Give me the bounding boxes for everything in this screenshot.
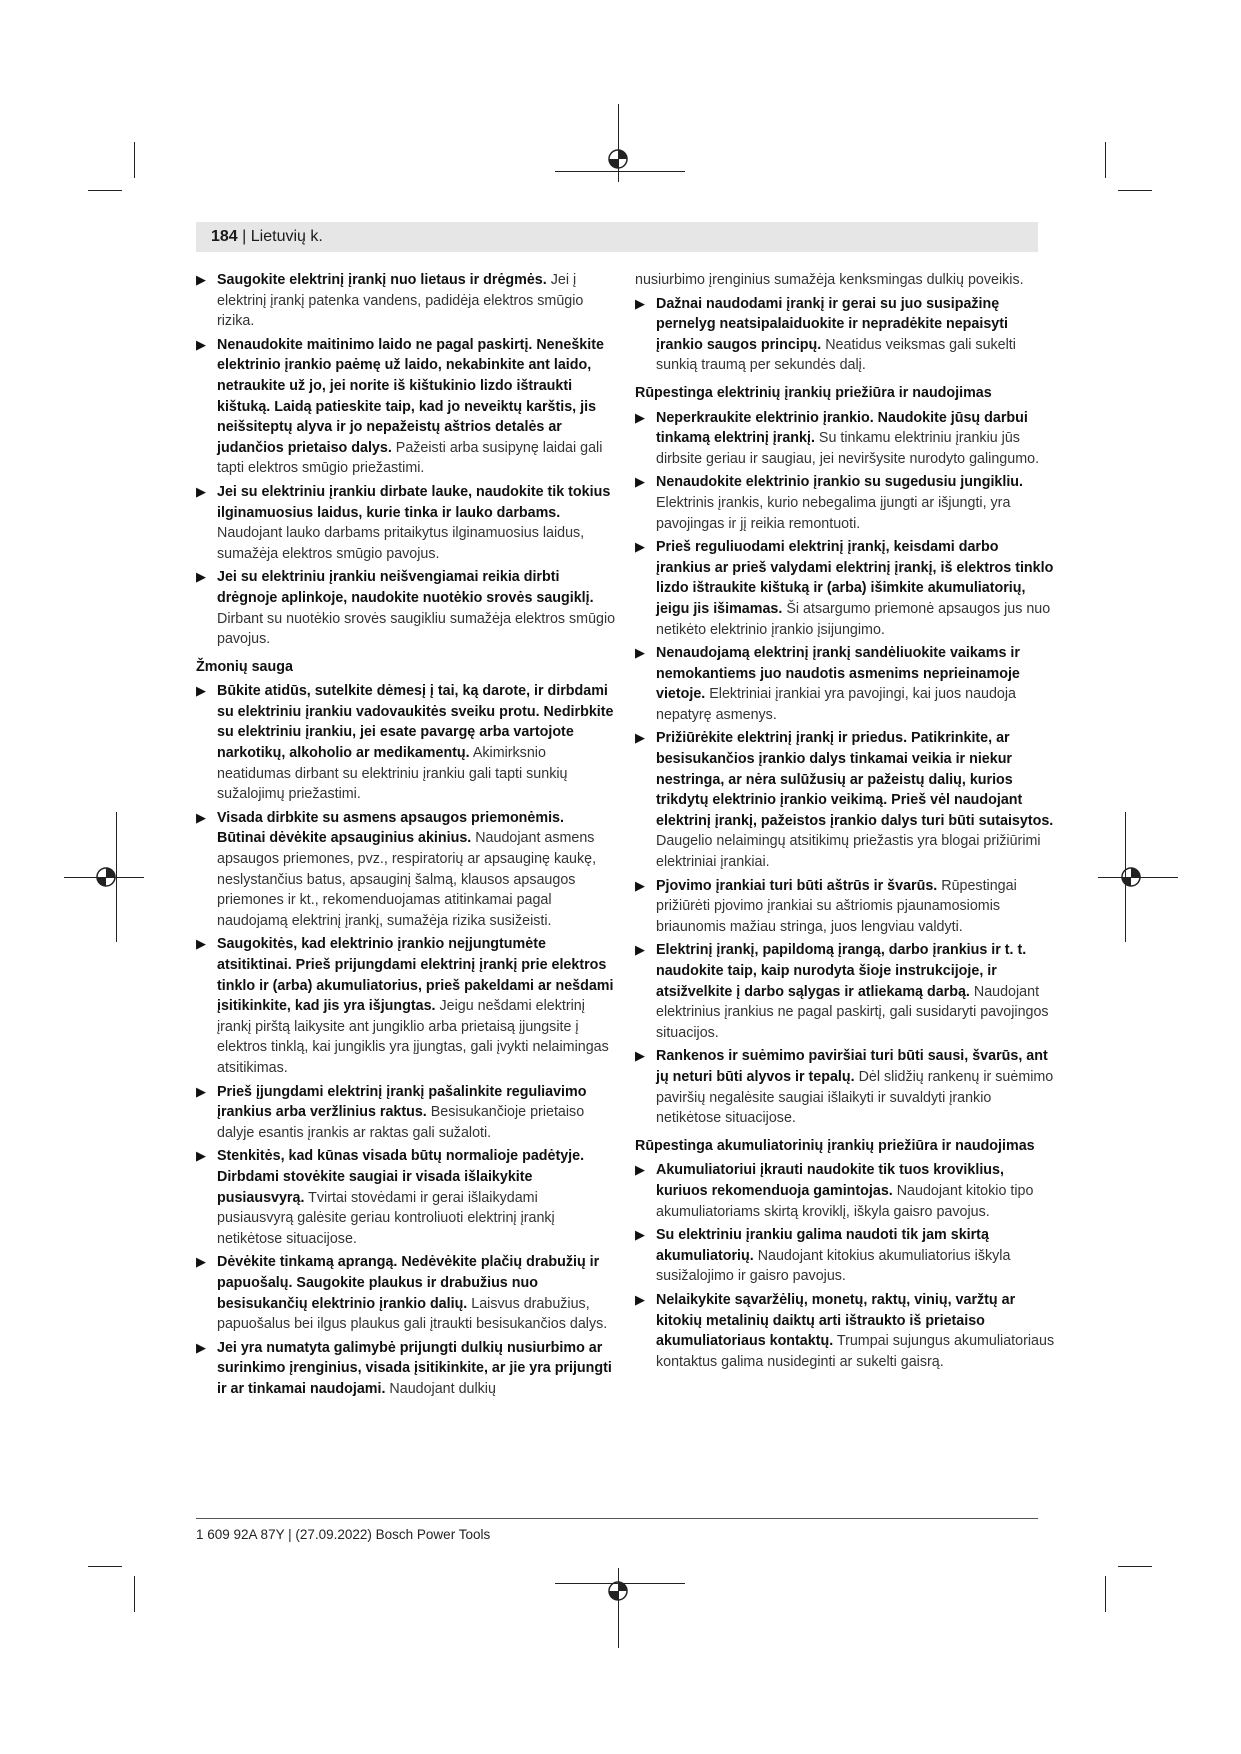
safety-item-explanation: Naudojant kitokio tipo akumuliatoriams skirtą kroviklį, iškyla gaisro pavojus. (656, 1182, 1034, 1220)
safety-item (635, 294, 1055, 376)
safety-item (635, 1225, 1055, 1287)
continued-text: nusiurbimo įrenginius sumažėja kenksmingas dulkių poveikis. (635, 272, 1024, 288)
safety-item-instruction: Su elektriniu įrankiu galima naudoti tik jam skirtą akumuliatorių. (656, 1227, 989, 1264)
safety-item (196, 1338, 616, 1400)
crop-mark (555, 1583, 685, 1584)
safety-item (196, 808, 616, 932)
safety-item-instruction: Neperkraukite elektrinio įrankio. Naudokite jūsų darbui tinkamą elektrinį įrankį. (656, 409, 1028, 447)
safety-item-instruction: Nenaudojamą elektrinį įrankį sandėliuokite vaikams ir nemokantiems juo naudotis asmenims neprieinamoje vietoje. (656, 645, 1020, 703)
bullet-arrow-icon: ▶ (196, 483, 206, 499)
safety-item-explanation: Naudojant dulkių (389, 1380, 496, 1397)
safety-item-instruction: Jei yra numatyta galimybė prijungti dulkių nusiurbimo ar surinkimo įrenginius, visada įsitikinkite, ar jie yra prijungti ir ar tinkamai naudojami. (217, 1339, 612, 1397)
safety-item-instruction: Būkite atidūs, sutelkite dėmesį į tai, ką darote, ir dirbdami su elektriniu įrankiu vadovaukitės sveiku protu. Nedirbkite su elektriniu įrankiu, jei esate pavargę arba vartojote narkotikų, alkoholio ar medikamentų. (217, 683, 614, 762)
safety-item-explanation: Jeigu nešdami elektrinį įrankį pirštą laikysite ant jungiklio arba prietaisą įjungsite į elektros tinklą, kai jungiklis yra įjungtas, gali įvykti nelaimingas atsitikimas. (217, 998, 609, 1076)
bullet-arrow-icon: ▶ (635, 409, 645, 425)
section-heading: Žmonių sauga (196, 658, 293, 675)
safety-item (635, 472, 1055, 534)
safety-item (635, 408, 1055, 470)
bullet-arrow-icon: ▶ (196, 683, 206, 699)
safety-item-instruction: Prieš įjungdami elektrinį įrankį pašalinkite reguliavimo įrankius arba veržlinius raktus. (217, 1083, 587, 1121)
safety-item-explanation: Naudojant elektrinius įrankius ne pagal paskirtį, gali susidaryti pavojingos situacijos. (656, 983, 1049, 1041)
safety-item (196, 270, 616, 332)
safety-item-instruction: Jei su elektriniu įrankiu neišvengiamai reikia dirbti drėgnoje aplinkoje, naudokite nuotėkio srovės saugiklį. (217, 569, 594, 606)
safety-item-explanation: Neatidus veiksmas gali sukelti sunkią traumą per sekundės dalį. (656, 336, 1016, 374)
bullet-arrow-icon: ▶ (196, 1339, 206, 1355)
safety-item-explanation: Naudojant kitokius akumuliatorius iškyla susižalojimo ir gaisro pavojus. (656, 1247, 1011, 1285)
bullet-arrow-icon: ▶ (635, 1227, 645, 1243)
safety-item-explanation: Daugelio nelaimingų atsitikimų priežastis yra blogai prižiūrimi elektriniai įrankiai. (656, 833, 1041, 871)
safety-item-instruction: Prižiūrėkite elektrinį įrankį ir priedus. Patikrinkite, ar besisukančios įrankio dalys tinkamai veikia ir niekur nestringa, ar nėra sulūžusių ar pažeistų dalių, kurios trikdytų elektrinio įrankio veikimą. Prieš vėl naudojant elektrinį įrankį, pažeistos įrankio dalys turi būti sutaisytos. (656, 730, 1054, 829)
safety-item-instruction: Nenaudokite maitinimo laido ne pagal paskirtį. Neneškite elektrinio įrankio paėmę už laido, nekabinkite ant laido, netraukite už jo, jei norite iš kištukinio lizdo ištraukti kištuką. Laidą patieskite taip, kad jo neveiktų karštis, jis neišsiteptų alyva ir jo nepažeistų aštrios detalės ar judančios prietaiso dalys. (217, 336, 604, 456)
safety-item-explanation: Naudojant asmens apsaugos priemones, pvz., respiratorių ar apsauginę kaukę, neslystančius batus, apsauginį šalmą, klausos apsaugos priemones ir kt., rekomenduojamas atitinkamai pagal naudojamą elektrinį įrankį, sumažėja rizika susižeisti. (217, 830, 597, 929)
bullet-arrow-icon: ▶ (196, 1148, 206, 1164)
safety-item-explanation: Pažeisti arba susipynę laidai gali tapti elektros smūgio priežastimi. (217, 439, 603, 477)
header-separator: | (242, 228, 247, 245)
safety-item (196, 1252, 616, 1334)
bullet-arrow-icon: ▶ (635, 295, 645, 311)
bullet-arrow-icon: ▶ (635, 1291, 645, 1307)
safety-item-instruction: Akumuliatoriui įkrauti naudokite tik tuos kroviklius, kuriuos rekomenduoja gamintojas. (656, 1162, 1004, 1199)
section-heading: Rūpestinga elektrinių įrankių priežiūra ir naudojimas (635, 384, 992, 401)
bullet-arrow-icon: ▶ (635, 877, 645, 893)
page-number: 184 (211, 228, 238, 245)
bullet-arrow-icon: ▶ (635, 474, 645, 490)
safety-item (635, 728, 1055, 872)
bullet-arrow-icon: ▶ (196, 272, 206, 287)
crop-mark (88, 190, 122, 191)
crop-mark (134, 142, 135, 178)
safety-item (635, 537, 1055, 640)
crop-mark (1118, 190, 1152, 191)
safety-item-instruction: Saugokite elektrinį įrankį nuo lietaus ir drėgmės. (217, 272, 547, 288)
safety-item (196, 1146, 616, 1249)
bullet-arrow-icon: ▶ (635, 942, 645, 958)
safety-item (635, 1290, 1055, 1372)
safety-item-explanation: Jei į elektrinį įrankį patenka vandens, padidėja elektros smūgio rizika. (217, 272, 584, 330)
safety-item-instruction: Saugokitės, kad elektrinio įrankio neįjungtumėte atsitiktinai. Prieš prijungdami elektrinį įrankį prie elektros tinklo ir (arba) akumuliatorius, prieš pakeldami ar nešdami įsitikinkite, kad jis yra išjungtas. (217, 936, 614, 1015)
safety-item-explanation: Elektriniai įrankiai yra pavojingi, kai juos naudoja nepatyrę asmenys. (656, 686, 1017, 723)
crop-mark (1105, 142, 1106, 178)
footer-rule (196, 1518, 1038, 1519)
safety-item (196, 335, 616, 479)
safety-item (196, 1082, 616, 1144)
safety-item-instruction: Dažnai naudodami įrankį ir gerai su juo susipažinę pernelyg neatsipalaiduokite ir nepradėkite nepaisyti įrankio saugos principų. (656, 295, 1008, 353)
safety-item-instruction: Pjovimo įrankiai turi būti aštrūs ir švarūs. (656, 877, 938, 894)
section-heading: Rūpestinga akumuliatorinių įrankių priežiūra ir naudojimas (635, 1137, 1035, 1154)
bullet-arrow-icon: ▶ (196, 336, 206, 352)
bullet-arrow-icon: ▶ (196, 809, 206, 825)
safety-item-explanation: Ši atsargumo priemonė apsaugos jus nuo netikėto elektrinio įrankio įsijungimo. (656, 600, 1051, 638)
safety-item-explanation: Su tinkamu elektriniu įrankiu jūs dirbsite geriau ir saugiau, jei neviršysite nurodyto galingumo. (656, 430, 1040, 467)
bullet-arrow-icon: ▶ (635, 730, 645, 746)
safety-item (635, 876, 1055, 938)
crop-mark (134, 1576, 135, 1612)
bullet-arrow-icon: ▶ (196, 936, 206, 952)
safety-item (635, 940, 1055, 1043)
safety-item-explanation: Dirbant su nuotėkio srovės saugikliu sumažėja elektros smūgio pavojus. (217, 610, 616, 648)
safety-item-instruction: Jei su elektriniu įrankiu dirbate lauke, naudokite tik tokius ilginamuosius laidus, kurie tinka ir lauko darbams. (217, 483, 611, 521)
safety-item-instruction: Elektrinį įrankį, papildomą įrangą, darbo įrankius ir t. t. naudokite taip, kaip nurodyta šioje instrukcijoje, ir atsižvelkite į darbo sąlygas ir atliekamą darbą. (656, 942, 1027, 1000)
safety-item (196, 482, 616, 564)
safety-item-instruction: Nenaudokite elektrinio įrankio su sugedusiu jungikliu. (656, 474, 1024, 491)
bullet-arrow-icon: ▶ (196, 1254, 206, 1270)
safety-item (196, 934, 616, 1078)
crop-mark (1098, 877, 1178, 878)
safety-item-instruction: Prieš reguliuodami elektrinį įrankį, keisdami darbo įrankius ar prieš valydami elektrinį įrankį, iš elektros tinklo lizdo ištraukite kištuką ir (arba) išimkite akumuliatorių, jeigu jis išimamas. (656, 539, 1054, 617)
crop-mark (88, 1566, 122, 1567)
safety-item-explanation: Laisvus drabužius, papuošalus bei ilgus plaukus gali įtraukti besisukančios dalys. (217, 1295, 608, 1333)
safety-item (196, 681, 616, 805)
bullet-arrow-icon: ▶ (635, 539, 645, 555)
safety-item (196, 567, 616, 649)
safety-item-explanation: Tvirtai stovėdami ir gerai išlaikydami pusiausvyrą galėsite geriau kontroliuoti elektrinį įrankį netikėtose situacijose. (217, 1189, 555, 1247)
safety-item (635, 1160, 1055, 1222)
crop-mark (618, 1568, 619, 1648)
safety-item-explanation: Akimirksnio neatidumas dirbant su elektriniu įrankiu gali tapti sunkių sužalojimų priežastimi. (217, 745, 568, 803)
safety-item-explanation: Rūpestingai prižiūrėti pjovimo įrankiai su aštriomis pjaunamosiomis briaunomis mažiau stringa, juos lengviau valdyti. (656, 877, 1017, 935)
safety-item-instruction: Dėvėkite tinkamą aprangą. Nedėvėkite plačių drabužių ir papuošalų. Saugokite plaukus ir drabužius nuo besisukančių elektrinio įrankio dalių. (217, 1254, 600, 1312)
safety-item-instruction: Stenkitės, kad kūnas visada būtų normalioje padėtyje. Dirbdami stovėkite saugiai ir visada išlaikykite pusiausvyrą. (217, 1148, 585, 1206)
crop-mark (555, 171, 685, 172)
crop-mark (1118, 1566, 1152, 1567)
bullet-arrow-icon: ▶ (635, 1048, 645, 1064)
crop-mark (64, 877, 144, 878)
page-footer: 1 609 92A 87Y | (27.09.2022) Bosch Power Tools (196, 1527, 491, 1542)
header-language: Lietuvių k. (250, 228, 323, 245)
safety-item-instruction: Rankenos ir suėmimo paviršiai turi būti sausi, švarūs, ant jų neturi būti alyvos ir tepalų. (656, 1048, 1048, 1085)
safety-item-explanation: Elektrinis įrankis, kurio nebegalima įjungti ar išjungti, yra pavojingas ir jį reikia remontuoti. (656, 494, 1011, 532)
bullet-arrow-icon: ▶ (635, 1162, 645, 1178)
safety-item (635, 1046, 1055, 1128)
safety-item-instruction: Nelaikykite sąvaržėlių, monetų, raktų, vinių, varžtų ar kitokių metalinių daiktų arti ištraukto iš prietaiso akumuliatoriaus kontaktų. (656, 1291, 1016, 1350)
page-header-text (211, 227, 323, 247)
bullet-arrow-icon: ▶ (635, 645, 645, 661)
bullet-arrow-icon: ▶ (196, 569, 206, 585)
safety-item-explanation: Naudojant lauko darbams pritaikytus ilginamuosius laidus, sumažėja elektros smūgio pavojus. (217, 525, 585, 562)
safety-item-explanation: Dėl slidžių rankenų ir suėmimo paviršių negalėsite saugiai išlaikyti ir suvaldyti įrankio netikėtose situacijose. (656, 1068, 1054, 1127)
safety-item-explanation: Besisukančioje prietaiso dalyje esantis įrankis ar raktas gali sužaloti. (217, 1104, 585, 1141)
right-column (635, 270, 1055, 1375)
left-column (196, 270, 616, 1402)
bullet-arrow-icon: ▶ (196, 1083, 206, 1099)
safety-item (635, 643, 1055, 725)
crop-mark (1105, 1576, 1106, 1612)
safety-item-explanation: Trumpai sujungus akumuliatoriaus kontaktus galima nusideginti ar sukelti gaisrą. (656, 1333, 1055, 1370)
safety-item-instruction: Visada dirbkite su asmens apsaugos priemonėmis. Būtinai dėvėkite apsauginius akinius. (217, 809, 564, 847)
